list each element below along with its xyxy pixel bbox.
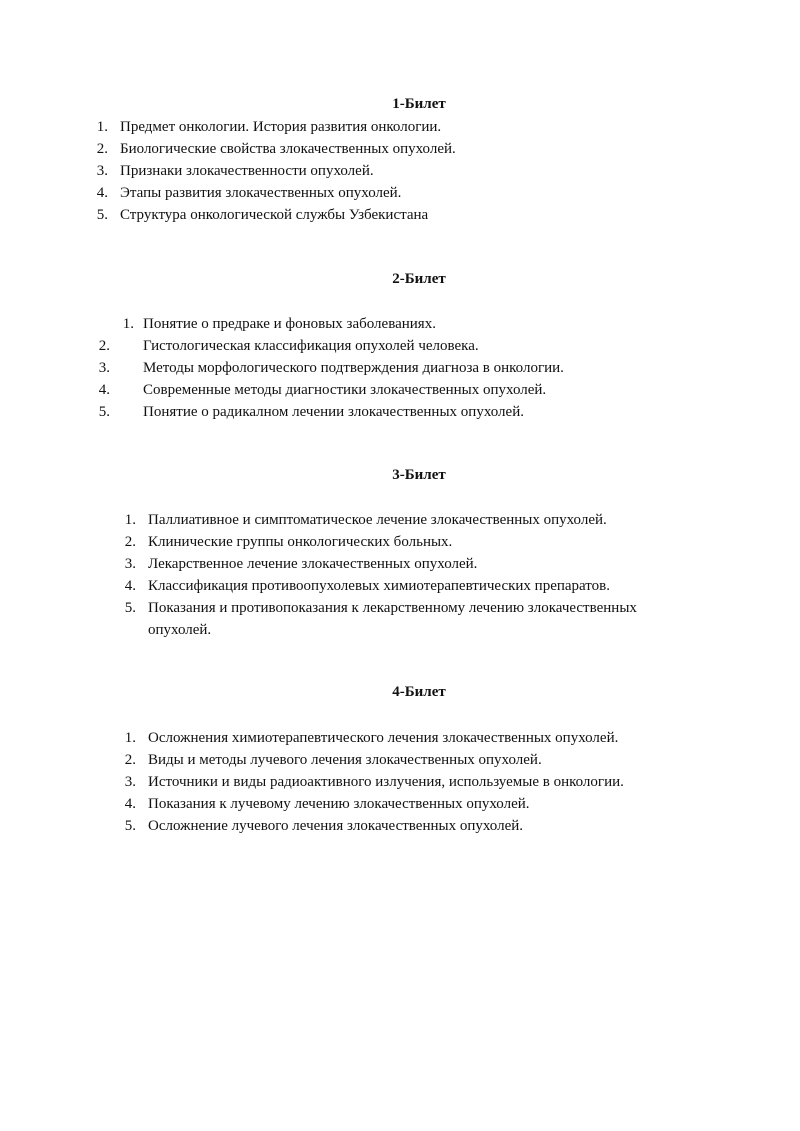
ticket-1-title: 1-Билет <box>392 96 446 112</box>
list-item-number: 1. <box>124 730 136 746</box>
list-item-number: 4. <box>98 382 110 398</box>
list-item-text: Понятие о предраке и фоновых заболеваниях. <box>143 316 436 332</box>
list-item-text: Этапы развития злокачественных опухолей. <box>120 185 402 201</box>
list-item-number: 1. <box>124 512 136 528</box>
list-item-number: 5. <box>124 600 136 616</box>
list-item-text: Показания к лучевому лечению злокачественных опухолей. <box>148 796 530 812</box>
list-item-text: Биологические свойства злокачественных опухолей. <box>120 141 456 157</box>
list-item-number: 2. <box>96 141 108 157</box>
list-item-number: 5. <box>124 818 136 834</box>
list-item-text: Показания и противопоказания к лекарственному лечению злокачественных <box>148 600 637 616</box>
list-item-text: Классификация противоопухолевых химиотерапевтических препаратов. <box>148 578 610 594</box>
list-item-text: Осложнения химиотерапевтического лечения злокачественных опухолей. <box>148 730 619 746</box>
list-item-number: 2. <box>98 338 110 354</box>
ticket-3-title: 3-Билет <box>392 467 446 483</box>
ticket-2-title: 2-Билет <box>392 271 446 287</box>
list-item-text: Структура онкологической службы Узбекистана <box>120 207 429 223</box>
list-item-text: Современные методы диагностики злокачественных опухолей. <box>143 382 547 398</box>
list-item-text: Источники и виды радиоактивного излучения, используемые в онкологии. <box>148 774 624 790</box>
list-item-number: 3. <box>124 774 136 790</box>
list-item-text: Предмет онкологии. История развития онкологии. <box>120 119 442 135</box>
list-item-number: 3. <box>98 360 110 376</box>
list-item-number: 4. <box>124 578 136 594</box>
list-item-text: опухолей. <box>148 622 212 638</box>
list-item-text: Осложнение лучевого лечения злокачественных опухолей. <box>148 818 524 834</box>
list-item-number: 2. <box>124 534 136 550</box>
list-item-text: Клинические группы онкологических больных. <box>148 534 453 550</box>
list-item-number: 5. <box>96 207 108 223</box>
list-item-text: Виды и методы лучевого лечения злокачественных опухолей. <box>148 752 542 768</box>
list-item-text: Гистологическая классификация опухолей человека. <box>143 338 479 354</box>
list-item-text: Методы морфологического подтверждения диагноза в онкологии. <box>143 360 564 376</box>
list-item-number: 2. <box>124 752 136 768</box>
list-item-number: 1. <box>96 119 108 135</box>
list-item-number: 3. <box>124 556 136 572</box>
list-item-text: Лекарственное лечение злокачественных опухолей. <box>148 556 478 572</box>
ticket-4-title: 4-Билет <box>392 684 446 700</box>
list-item-number: 1. <box>122 316 134 332</box>
list-item-number: 4. <box>124 796 136 812</box>
list-item-number: 4. <box>96 185 108 201</box>
list-item-text: Признаки злокачественности опухолей. <box>120 163 374 179</box>
list-item-text: Паллиативное и симптоматическое лечение злокачественных опухолей. <box>148 512 607 528</box>
list-item-number: 5. <box>98 404 110 420</box>
list-item-text: Понятие о радикалном лечении злокачественных опухолей. <box>143 404 524 420</box>
list-item-number: 3. <box>96 163 108 179</box>
